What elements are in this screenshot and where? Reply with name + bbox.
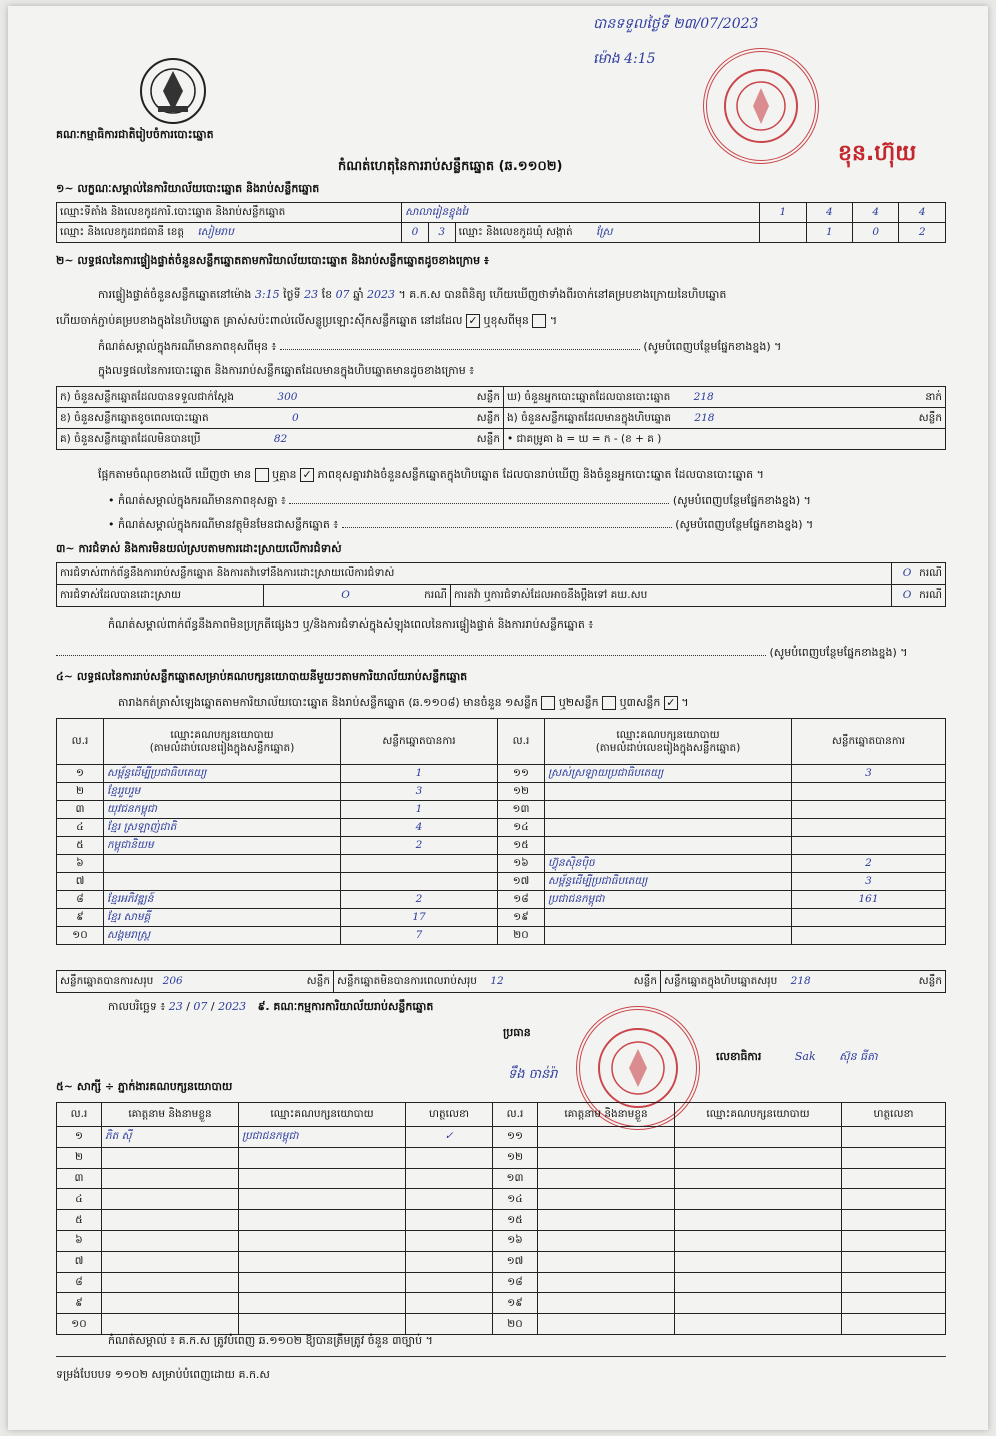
province-cell bbox=[57, 223, 402, 243]
row-number: ១០ bbox=[57, 1314, 102, 1335]
row-number: ១៩ bbox=[498, 909, 545, 927]
witness-name bbox=[538, 1168, 675, 1189]
row-number: ១ bbox=[57, 1127, 102, 1148]
party-votes bbox=[792, 801, 946, 819]
witness-party bbox=[239, 1272, 406, 1293]
receipt-line1: បានទទួលថ្ងៃទី ២៣/07/2023 bbox=[593, 16, 759, 32]
witness-party bbox=[239, 1189, 406, 1210]
party-votes: 1 bbox=[341, 765, 498, 783]
party-name bbox=[545, 801, 792, 819]
witness-party bbox=[675, 1127, 842, 1148]
check-month: 07 bbox=[335, 288, 350, 301]
party-name bbox=[104, 855, 341, 873]
section1-title: ១~ លក្ខណៈសម្គាល់នៃការិយាល័យបោះឆ្នោត និងរាប់សន្លឹកឆ្នោត bbox=[56, 182, 320, 195]
table-row bbox=[57, 1210, 946, 1231]
table-row bbox=[57, 819, 946, 837]
col-votes: សន្លឹកឆ្នោតបានការ bbox=[792, 719, 946, 765]
section3-dotted: (សូមបំពេញបន្ថែមផ្នែកខាងខ្នង) ។ bbox=[56, 646, 946, 662]
location-code-digit: 4 bbox=[806, 203, 852, 223]
row-number: ៤ bbox=[57, 1189, 102, 1210]
row-number: ៨ bbox=[57, 891, 104, 909]
row-number: ១៤ bbox=[493, 1189, 538, 1210]
witness-signature bbox=[406, 1189, 493, 1210]
row-number: ១៨ bbox=[498, 891, 545, 909]
witness-name bbox=[102, 1189, 239, 1210]
table-row bbox=[57, 1189, 946, 1210]
chair-label: ប្រធាន bbox=[503, 1026, 531, 1039]
province-label: ឈ្មោះ និងលេខកូដរាជធានី ខេត្ត bbox=[60, 226, 185, 238]
witness-party bbox=[239, 1230, 406, 1251]
table-row bbox=[57, 1230, 946, 1251]
row-number: ៤ bbox=[57, 819, 104, 837]
witness-signature bbox=[406, 1272, 493, 1293]
committee-name: គណៈកម្មាធិការជាតិរៀបចំការបោះឆ្នោត bbox=[56, 128, 214, 141]
col-no: ល.រ bbox=[57, 719, 104, 765]
invalid-total-cell: សន្លឹកឆ្នោតមិនបានការពេលរាប់សរុប 12 សន្លឹក bbox=[334, 971, 661, 993]
row-number: ២០ bbox=[493, 1314, 538, 1335]
chair-name: ទឹង ចាន់រ៉ា bbox=[508, 1067, 558, 1082]
witness-party bbox=[239, 1168, 406, 1189]
table-row bbox=[57, 1314, 946, 1335]
resolved-label: ការជំទាស់ដែលបានដោះស្រាយ bbox=[57, 585, 264, 607]
witness-name bbox=[102, 1147, 239, 1168]
stamp-signer-name: ខុន.ហ៊ុយ bbox=[838, 141, 917, 166]
party-votes bbox=[792, 837, 946, 855]
same-checkbox[interactable]: ✓ bbox=[466, 314, 480, 328]
party-rows bbox=[57, 765, 946, 945]
has-difference-checkbox[interactable] bbox=[255, 468, 269, 482]
seal-emblem-icon bbox=[595, 1025, 681, 1111]
party-name: ហ៊្វុនស៊ិនប៉ិច bbox=[545, 855, 792, 873]
section5-footnote: កំណត់សម្គាល់ ៖ គ.ក.ស ត្រូវបំពេញ ឆ.១១០២ ឱ្យបានត្រឹមត្រូវ ចំនួន ៣ច្បាប់ ។ bbox=[108, 1334, 433, 1347]
footer-divider bbox=[56, 1356, 946, 1357]
witness-rows bbox=[57, 1127, 946, 1335]
seal-emblem-icon bbox=[721, 66, 801, 146]
location-label: ឈ្មោះទីតាំង និងលេខកូដការិ.បោះឆ្នោត និងរាប់សន្លឹកឆ្នោត bbox=[57, 203, 402, 223]
witness-name bbox=[538, 1293, 675, 1314]
party-votes: 4 bbox=[341, 819, 498, 837]
witness-signature bbox=[406, 1210, 493, 1231]
secretary-block: លេខាធិការ Sak ស៊ុន ធីតា bbox=[716, 1050, 878, 1063]
section2-para2: ហើយចាក់ភ្ជាប់គម្របខាងក្នុងនៃហិបឆ្នោត គ្រាស់សប៉ះពាល់លើសន្លូប្រឡោះស៊ីកសន្លឹកឆ្នោត នៅដដែល ✓ ឬខុសពីមុន ។ bbox=[56, 314, 558, 327]
party-name: ប្រជាជនកម្ពុជា bbox=[545, 891, 792, 909]
spoiled-ballots-value: 0 bbox=[292, 411, 299, 424]
row-number: ១៧ bbox=[493, 1251, 538, 1272]
party-name bbox=[104, 873, 341, 891]
appeal-label: ការតវ៉ា ឬការជំទាស់ដែលអាចនឹងប្តឹងទៅ គឃ.សប bbox=[451, 585, 892, 607]
nec-logo-icon bbox=[138, 56, 208, 126]
party-name: សង្គមរាស្ត្រ bbox=[104, 927, 341, 945]
section2-para3: កំណត់សម្គាល់ក្នុងករណីមានភាពខុសពីមុន ៖ (សូមបំពេញបន្ថែមផ្នែកខាងខ្នង) ។ bbox=[98, 340, 782, 353]
row-number: ១១ bbox=[493, 1127, 538, 1148]
unused-ballots-cell: គ) ចំនួនសន្លឹកឆ្នោតដែលមិនបានប្រើ 82 សន្លឹក bbox=[57, 429, 504, 450]
witness-signature: ✓ bbox=[406, 1127, 493, 1148]
row-number: ៣ bbox=[57, 801, 104, 819]
witness-party bbox=[239, 1251, 406, 1272]
location-code-digit: 4 bbox=[853, 203, 899, 223]
witness-party bbox=[675, 1230, 842, 1251]
row-number: ២០ bbox=[498, 927, 545, 945]
section5-title: ៥~ សាក្សី ÷ ភ្នាក់ងារគណបក្សនយោបាយ bbox=[56, 1080, 233, 1093]
party-name: សម្ព័ន្ធដើម្បីប្រជាធិបតេយ្យ bbox=[545, 873, 792, 891]
witness-signature bbox=[406, 1314, 493, 1335]
province-value: សៀមរាប bbox=[197, 226, 234, 238]
objections-label: ការជំទាស់ពាក់ព័ន្ធនឹងការរាប់សន្លឹកឆ្នោត និងការតវ៉ាទៅនឹងការដោះស្រាយលើការជំទាស់ bbox=[57, 563, 892, 585]
province-code-digit: 0 bbox=[402, 223, 429, 243]
col-party: ឈ្មោះគណបក្សនយោបាយ (តាមលំដាប់លេខរៀងក្នុងសន្លឹកឆ្នោត) bbox=[104, 719, 341, 765]
table-row bbox=[57, 1251, 946, 1272]
section4-title: ៤~ លទ្ធផលនៃការរាប់សន្លឹកឆ្នោតសម្រាប់គណបក្សនយោបាយនីមួយៗតាមការិយាល័យរាប់សន្លឹកឆ្នោត bbox=[56, 670, 468, 683]
table-row bbox=[57, 927, 946, 945]
row-number: ១៣ bbox=[498, 801, 545, 819]
witness-party: ប្រជាជនកម្ពុជា bbox=[239, 1127, 406, 1148]
party-votes: 161 bbox=[792, 891, 946, 909]
table-row bbox=[57, 909, 946, 927]
received-ballots-value: 300 bbox=[277, 390, 298, 403]
party-votes: 2 bbox=[341, 891, 498, 909]
appeal-value: O ករណី bbox=[891, 585, 945, 607]
witness-signature bbox=[406, 1293, 493, 1314]
party-votes: 2 bbox=[792, 855, 946, 873]
row-number: ១៤ bbox=[498, 819, 545, 837]
table-row bbox=[57, 1168, 946, 1189]
witness-party bbox=[239, 1210, 406, 1231]
party-votes: 1 bbox=[341, 801, 498, 819]
commune-code-digit: 0 bbox=[853, 223, 899, 243]
table-row bbox=[57, 1147, 946, 1168]
witness-party bbox=[675, 1189, 842, 1210]
commune-label: ឈ្មោះ និងលេខកូដឃុំ សង្កាត់ bbox=[458, 226, 573, 238]
row-number: ១៣ bbox=[493, 1168, 538, 1189]
box-total-value: 218 bbox=[790, 975, 811, 987]
check-time: 3:15 bbox=[254, 288, 280, 301]
invalid-total-value: 12 bbox=[490, 975, 504, 987]
party-name bbox=[545, 819, 792, 837]
witness-name bbox=[538, 1210, 675, 1231]
objection-table bbox=[56, 562, 946, 607]
unused-ballots-value: 82 bbox=[273, 432, 288, 445]
table-row bbox=[57, 891, 946, 909]
party-votes bbox=[341, 855, 498, 873]
witness-name bbox=[102, 1168, 239, 1189]
row-number: ៩ bbox=[57, 1293, 102, 1314]
witness-party bbox=[675, 1251, 842, 1272]
witness-name: ភិត ស៊ី bbox=[102, 1127, 239, 1148]
witness-signature bbox=[842, 1251, 946, 1272]
form-footer: ទម្រង់បែបបទ ១១០២ សម្រាប់បំពេញដោយ គ.ក.ស bbox=[56, 1368, 270, 1381]
party-name bbox=[545, 927, 792, 945]
form-sheet bbox=[8, 6, 988, 1430]
party-votes: 2 bbox=[341, 837, 498, 855]
party-votes bbox=[792, 783, 946, 801]
check-year: 2023 bbox=[367, 288, 396, 301]
witness-name bbox=[102, 1251, 239, 1272]
box-ballots-cell: ង) ចំនួនសន្លឹកឆ្នោតដែលមានក្នុងហិបឆ្នោត 218 សន្លឹក bbox=[504, 408, 946, 429]
resolved-value: O ករណី bbox=[264, 585, 451, 607]
witness-signature bbox=[406, 1147, 493, 1168]
party-votes: 7 bbox=[341, 927, 498, 945]
row-number: ២ bbox=[57, 1147, 102, 1168]
row-number: ១២ bbox=[498, 783, 545, 801]
receipt-line2: ម៉ោង 4:15 bbox=[593, 51, 656, 67]
witness-name bbox=[538, 1251, 675, 1272]
date-year: 2023 bbox=[218, 1000, 247, 1013]
section3-title: ៣~ ការជំទាស់ និងការមិនយល់ស្របតាមការដោះស្រាយលើការជំទាស់ bbox=[56, 542, 342, 555]
voters-value: 218 bbox=[693, 390, 714, 403]
table-row bbox=[57, 1127, 946, 1148]
witness-party bbox=[675, 1168, 842, 1189]
witness-party bbox=[239, 1147, 406, 1168]
party-results-table bbox=[56, 718, 946, 945]
row-number: ១ bbox=[57, 765, 104, 783]
witness-party bbox=[675, 1272, 842, 1293]
witness-signature bbox=[842, 1210, 946, 1231]
party-votes: 3 bbox=[341, 783, 498, 801]
box-ballots-value: 218 bbox=[694, 411, 715, 424]
section1-table bbox=[56, 202, 946, 243]
province-code-digit: 3 bbox=[428, 223, 455, 243]
witness-signature bbox=[842, 1147, 946, 1168]
official-seal-top bbox=[703, 48, 819, 164]
date-day: 23 bbox=[168, 1000, 183, 1013]
party-name: សម្ព័ន្ធដើម្បីប្រជាធិបតេយ្យ bbox=[104, 765, 341, 783]
one-sheet-checkbox[interactable] bbox=[541, 696, 555, 710]
row-number: ៦ bbox=[57, 1230, 102, 1251]
table-row bbox=[57, 837, 946, 855]
row-number: ៥ bbox=[57, 837, 104, 855]
section2-para4: ក្នុងលទ្ធផលនៃការបោះឆ្នោត និងការរាប់សន្លឹកឆ្នោតដែលមានក្នុងហិបឆ្នោតមានដូចខាងក្រោម ៖ bbox=[98, 364, 475, 377]
witness-signature bbox=[406, 1168, 493, 1189]
party-votes: 3 bbox=[792, 873, 946, 891]
three-sheet-checkbox[interactable]: ✓ bbox=[664, 696, 678, 710]
witness-name bbox=[538, 1147, 675, 1168]
two-sheet-checkbox[interactable] bbox=[602, 696, 616, 710]
party-name: ខ្មែរ សាមគ្គី bbox=[104, 909, 341, 927]
witness-signature bbox=[842, 1168, 946, 1189]
party-votes bbox=[792, 909, 946, 927]
row-number: ៦ bbox=[57, 855, 104, 873]
row-number: ២ bbox=[57, 783, 104, 801]
witness-name bbox=[102, 1314, 239, 1335]
row-number: ៣ bbox=[57, 1168, 102, 1189]
section2-para5: ផ្អែកតាមចំណុចខាងលើ ឃើញថា មាន ឬគ្មាន ✓ ភាពខុសគ្នារវាងចំនួនសន្លឹកឆ្នោតក្នុងហិបឆ្នោត ដែលបានរាប់ឃើញ និងចំនួនអ្នកបោះឆ្នោត ដែលបានបោះឆ្នោត ។ bbox=[98, 468, 764, 481]
row-number: ១០ bbox=[57, 927, 104, 945]
section2-title: ២~ លទ្ធផលនៃការផ្ទៀងផ្ទាត់ចំនួនសន្លឹកឆ្នោតតាមការិយាល័យបោះឆ្នោត និងរាប់សន្លឹកឆ្នោតដូចខាងក្រោម ៖ bbox=[56, 254, 489, 267]
section3-note: កំណត់សម្គាល់ពាក់ព័ន្ធនឹងភាពមិនប្រក្រតីផ្សេងៗ ឬ/និងការជំទាស់ក្នុងសំឡុងពេលនៃការផ្ទៀងផ្ទាត់ និងការរាប់សន្លឹកឆ្នោត ៖ bbox=[108, 618, 594, 631]
secretary-name: ស៊ុន ធីតា bbox=[839, 1050, 878, 1063]
witness-party bbox=[675, 1293, 842, 1314]
valid-total-cell: សន្លឹកឆ្នោតបានការសរុប 206 សន្លឹក bbox=[57, 971, 334, 993]
witness-party bbox=[239, 1293, 406, 1314]
party-name bbox=[545, 909, 792, 927]
row-number: ១៥ bbox=[498, 837, 545, 855]
party-name bbox=[545, 783, 792, 801]
spoiled-ballots-cell: ខ) ចំនួនសន្លឹកឆ្នោតខូចពេលបោះឆ្នោត 0 សន្លឹក bbox=[57, 408, 504, 429]
valid-total-value: 206 bbox=[162, 975, 183, 987]
form-title: កំណត់ហេតុនៃការរាប់សន្លឹកឆ្នោត (ឆ.១១០២) bbox=[338, 159, 563, 174]
party-name: ស្រស់ស្រឡាយប្រជាធិបតេយ្យ bbox=[545, 765, 792, 783]
witness-name bbox=[102, 1210, 239, 1231]
secretary-signature: Sak bbox=[794, 1050, 816, 1063]
commune-value: ស្រែ bbox=[596, 226, 613, 238]
objections-value: O ករណី bbox=[891, 563, 945, 585]
witness-signature bbox=[842, 1314, 946, 1335]
row-number: ១៦ bbox=[498, 855, 545, 873]
party-name: ខ្មែររួបរួម bbox=[104, 783, 341, 801]
ballot-count-table bbox=[56, 386, 946, 450]
section2-bullet2: • កំណត់សម្គាល់ក្នុងករណីមានវត្ថុមិនមែនជាសន្លឹកឆ្នោត ៖ (សូមបំពេញបន្ថែមផ្នែកខាងខ្នង) ។ bbox=[108, 518, 814, 531]
row-number: ១៥ bbox=[493, 1210, 538, 1231]
witness-signature bbox=[842, 1127, 946, 1148]
witness-name bbox=[538, 1314, 675, 1335]
party-name: កម្ពុជានិយម bbox=[104, 837, 341, 855]
party-name bbox=[545, 837, 792, 855]
party-votes bbox=[792, 819, 946, 837]
witness-party bbox=[675, 1210, 842, 1231]
party-votes: 3 bbox=[792, 765, 946, 783]
party-votes bbox=[341, 873, 498, 891]
table-row bbox=[57, 765, 946, 783]
row-number: ១៦ bbox=[493, 1230, 538, 1251]
row-number: ១៧ bbox=[498, 873, 545, 891]
signing-date: កាលបរិច្ឆេទ ៖ 23 / 07 / 2023 ៩. គណៈកម្មការការិយាល័យរាប់សន្លឹកឆ្នោត bbox=[108, 1000, 434, 1013]
totals-table bbox=[56, 970, 946, 993]
row-number: ១៩ bbox=[493, 1293, 538, 1314]
date-month: 07 bbox=[193, 1000, 208, 1013]
witness-party bbox=[675, 1314, 842, 1335]
witness-signature bbox=[842, 1230, 946, 1251]
witness-signature bbox=[406, 1230, 493, 1251]
row-number: ៩ bbox=[57, 909, 104, 927]
formula-cell: • ជាគម្រូគា ង = ឃ = ក - (ខ + គ ) bbox=[504, 429, 946, 450]
col-party: ឈ្មោះគណបក្សនយោបាយ (តាមលំដាប់លេខរៀងក្នុងសន្លឹកឆ្នោត) bbox=[545, 719, 792, 765]
table-row bbox=[57, 873, 946, 891]
party-name: ខ្មែរអភិវឌ្ឍន៍ bbox=[104, 891, 341, 909]
no-difference-checkbox[interactable]: ✓ bbox=[300, 468, 314, 482]
witness-signature bbox=[842, 1293, 946, 1314]
row-number: ៧ bbox=[57, 873, 104, 891]
witness-name bbox=[102, 1272, 239, 1293]
party-name: យុវជនកម្ពុជា bbox=[104, 801, 341, 819]
row-number: ១២ bbox=[493, 1147, 538, 1168]
commune-cell bbox=[455, 223, 760, 243]
witness-name bbox=[102, 1230, 239, 1251]
commune-code-digit: 1 bbox=[806, 223, 852, 243]
location-code-digit: 4 bbox=[899, 203, 946, 223]
row-number: ១១ bbox=[498, 765, 545, 783]
check-day: 23 bbox=[304, 288, 319, 301]
party-name: ខ្មែរ ស្រឡាញ់ជាតិ bbox=[104, 819, 341, 837]
witness-name bbox=[102, 1293, 239, 1314]
table-row bbox=[57, 801, 946, 819]
witness-signature bbox=[842, 1272, 946, 1293]
location-code-digit: 1 bbox=[760, 203, 806, 223]
table-row bbox=[57, 1293, 946, 1314]
witness-party bbox=[675, 1147, 842, 1168]
received-ballots-cell: ក) ចំនួនសន្លឹកឆ្នោតដែលបានទទួលជាក់ស្តែង 300 សន្លឹក bbox=[57, 387, 504, 408]
witness-signature bbox=[406, 1251, 493, 1272]
witness-name bbox=[538, 1272, 675, 1293]
table-row bbox=[57, 1272, 946, 1293]
different-checkbox[interactable] bbox=[532, 314, 546, 328]
row-number: ៨ bbox=[57, 1272, 102, 1293]
witness-signature bbox=[842, 1189, 946, 1210]
witness-party bbox=[239, 1314, 406, 1335]
party-votes: 17 bbox=[341, 909, 498, 927]
row-number: ៥ bbox=[57, 1210, 102, 1231]
commune-code-digit: 2 bbox=[899, 223, 946, 243]
witness-name bbox=[538, 1127, 675, 1148]
section2-para1: ការផ្ទៀងផ្ទាត់ចំនួនសន្លឹកឆ្នោតនៅម៉ោង 3:15 ថ្ងៃទី 23 ខែ 07 ឆ្នាំ 2023 ។ គ.ក.ស បានពិនិត្យ ហើយឃើញថាទាំងពីរចាក់នៅគម្របខាងក្រោយនៃហិបឆ្នោត bbox=[98, 288, 727, 301]
party-votes bbox=[792, 927, 946, 945]
witness-name bbox=[538, 1189, 675, 1210]
table-row bbox=[57, 855, 946, 873]
table-row bbox=[57, 783, 946, 801]
witness-table: ល.រ គោត្តនាម និងនាមខ្លួន ឈ្មោះគណបក្សនយោបាយ ហត្ថលេខា ល.រ គោត្តនាម និងនាមខ្លួន ឈ្មោះគណបក្សនយោបាយ ហត្ថលេខា ១ ភិត ស៊ី ប្រជាជនកម្ពុជា ✓ ១១ ២ ១២ ៣ ១៣ ៤ ១៤ ៥ ១៥ ៦ ១៦ ៧ ១៧ ៨ ១៨ ៩ ១៩ ១០ ២០ bbox=[56, 1102, 946, 1335]
row-number: ៧ bbox=[57, 1251, 102, 1272]
witness-name bbox=[538, 1230, 675, 1251]
location-value: សាលារៀនខ្នុងរៃ bbox=[402, 203, 760, 223]
voters-cell: ឃ) ចំនួនអ្នកបោះឆ្នោតដែលបានបោះឆ្នោត 218 នាក់ bbox=[504, 387, 946, 408]
section4-intro: តារាងកត់ត្រាសំឡេងឆ្នោតតាមការិយាល័យបោះឆ្នោត និងរាប់សន្លឹកឆ្នោត (ឆ.១១០៨) មានចំនួន ១សន្លឹក ឬ២សន្លឹក ឬ៣សន្លឹក ✓ ។ bbox=[118, 696, 689, 709]
box-total-cell: សន្លឹកឆ្នោតក្នុងហិបឆ្នោតសរុប 218 សន្លឹក bbox=[661, 971, 946, 993]
section2-bullet1: • កំណត់សម្គាល់ក្នុងករណីមានភាពខុសគ្នា ៖ (សូមបំពេញបន្ថែមផ្នែកខាងខ្នង) ។ bbox=[108, 494, 811, 507]
col-no: ល.រ bbox=[498, 719, 545, 765]
row-number: ១៨ bbox=[493, 1272, 538, 1293]
col-votes: សន្លឹកឆ្នោតបានការ bbox=[341, 719, 498, 765]
